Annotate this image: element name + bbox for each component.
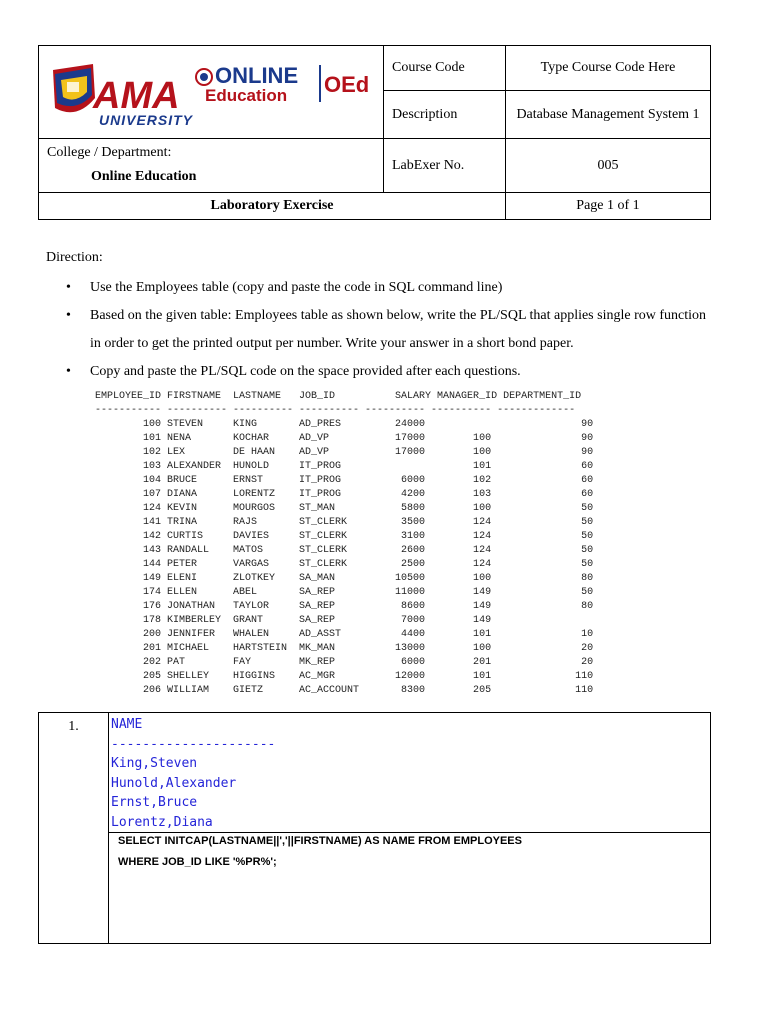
table-row: 149 ELENI ZLOTKEY SA_MAN 10500 100 80	[95, 573, 594, 584]
expected-output	[109, 713, 711, 833]
college-label: College / Department:	[47, 144, 172, 160]
employees-table	[95, 390, 593, 698]
table-row: 104 BRUCE ERNST IT_PROG 6000 102 60	[95, 475, 594, 486]
college-cell	[39, 139, 384, 193]
direction-list	[66, 274, 716, 386]
table-row: 107 DIANA LORENTZ IT_PROG 4200 103 60	[95, 489, 594, 500]
logo-oed-text: OEd	[324, 71, 370, 97]
table-row: 202 PAT FAY MK_REP 6000 201 20	[95, 657, 594, 668]
description-label: Description	[384, 91, 506, 139]
logo-ama-text: AMA	[93, 74, 180, 117]
output-line: King,Steven	[111, 756, 198, 771]
course-code-label: Course Code	[384, 46, 506, 91]
table-row: 205 SHELLEY HIGGINS AC_MGR 12000 101 110	[95, 671, 594, 682]
labexer-label: LabExer No.	[384, 139, 506, 193]
logo-cell	[39, 46, 384, 139]
sql-line: WHERE JOB_ID LIKE '%PR%';	[118, 856, 277, 868]
table-row: 143 RANDALL MATOS ST_CLERK 2600 124 50	[95, 545, 594, 556]
description-value: Database Management System 1	[506, 91, 711, 139]
logo-online-text: ONLINE	[215, 62, 299, 88]
employees-separator: ----------- ---------- ---------- ---------- ---------- ---------- -------------	[95, 405, 576, 416]
output-line: Hunold,Alexander	[111, 775, 237, 791]
employees-header: EMPLOYEE_ID FIRSTNAME LASTNAME JOB_ID SALARY MANAGER_ID DEPARTMENT_ID	[95, 391, 582, 402]
table-row: 174 ELLEN ABEL SA_REP 11000 149 50	[95, 587, 594, 598]
table-row: 100 STEVEN KING AD_PRES 24000 90	[95, 419, 594, 430]
course-code-value: Type Course Code Here	[506, 46, 711, 91]
output-line: ---------------------	[111, 736, 276, 752]
direction-bullet: • Copy and paste the PL/SQL code on the space provided after each questions.	[66, 358, 716, 386]
table-row: 200 JENNIFER WHALEN AD_ASST 4400 101 10	[95, 629, 594, 640]
labexer-value: 005	[506, 139, 711, 193]
sql-line: SELECT INITCAP(LASTNAME||','||FIRSTNAME) AS NAME FROM EMPLOYEES	[118, 835, 522, 847]
table-row: 101 NENA KOCHAR AD_VP 17000 100 90	[95, 433, 594, 444]
shield-icon	[53, 64, 95, 112]
output-line: Ernst,Bruce	[111, 795, 198, 810]
answer-table	[38, 712, 711, 944]
table-row: 103 ALEXANDER HUNOLD IT_PROG 101 60	[95, 461, 594, 472]
direction-bullet: • Based on the given table: Employees table as shown below, write the PL/SQL that applies single row function in order to get the printed output per number. Write your answer in a short bond paper.	[66, 302, 716, 358]
output-line: NAME	[111, 717, 143, 732]
logo-university-text: UNIVERSITY	[99, 111, 194, 128]
ama-logo	[47, 50, 375, 135]
question-number: 1.	[39, 713, 109, 944]
table-row: 176 JONATHAN TAYLOR SA_REP 8600 149 80	[95, 601, 594, 612]
output-line: Lorentz,Diana	[111, 814, 213, 830]
college-value: Online Education	[91, 168, 197, 184]
table-row: 124 KEVIN MOURGOS ST_MAN 5800 100 50	[95, 503, 594, 514]
table-row: 102 LEX DE HAAN AD_VP 17000 100 90	[95, 447, 594, 458]
table-row: 144 PETER VARGAS ST_CLERK 2500 124 50	[95, 559, 594, 570]
table-row: 178 KIMBERLEY GRANT SA_REP 7000 149	[95, 615, 492, 626]
table-row: 201 MICHAEL HARTSTEIN MK_MAN 13000 100 20	[95, 643, 594, 654]
direction-heading: Direction:	[46, 250, 103, 265]
table-row: 206 WILLIAM GIETZ AC_ACCOUNT 8300 205 110	[95, 685, 594, 696]
table-row: 142 CURTIS DAVIES ST_CLERK 3100 124 50	[95, 531, 594, 542]
badge-icon	[196, 69, 212, 85]
table-row: 141 TRINA RAJS ST_CLERK 3500 124 50	[95, 517, 594, 528]
page-info: Page 1 of 1	[506, 193, 711, 220]
logo-education-text: Education	[205, 85, 288, 105]
header-table	[38, 45, 711, 220]
lab-title: Laboratory Exercise	[39, 193, 506, 220]
direction-bullet: • Use the Employees table (copy and paste the code in SQL command line)	[66, 274, 716, 302]
sql-answer[interactable]	[109, 833, 711, 944]
